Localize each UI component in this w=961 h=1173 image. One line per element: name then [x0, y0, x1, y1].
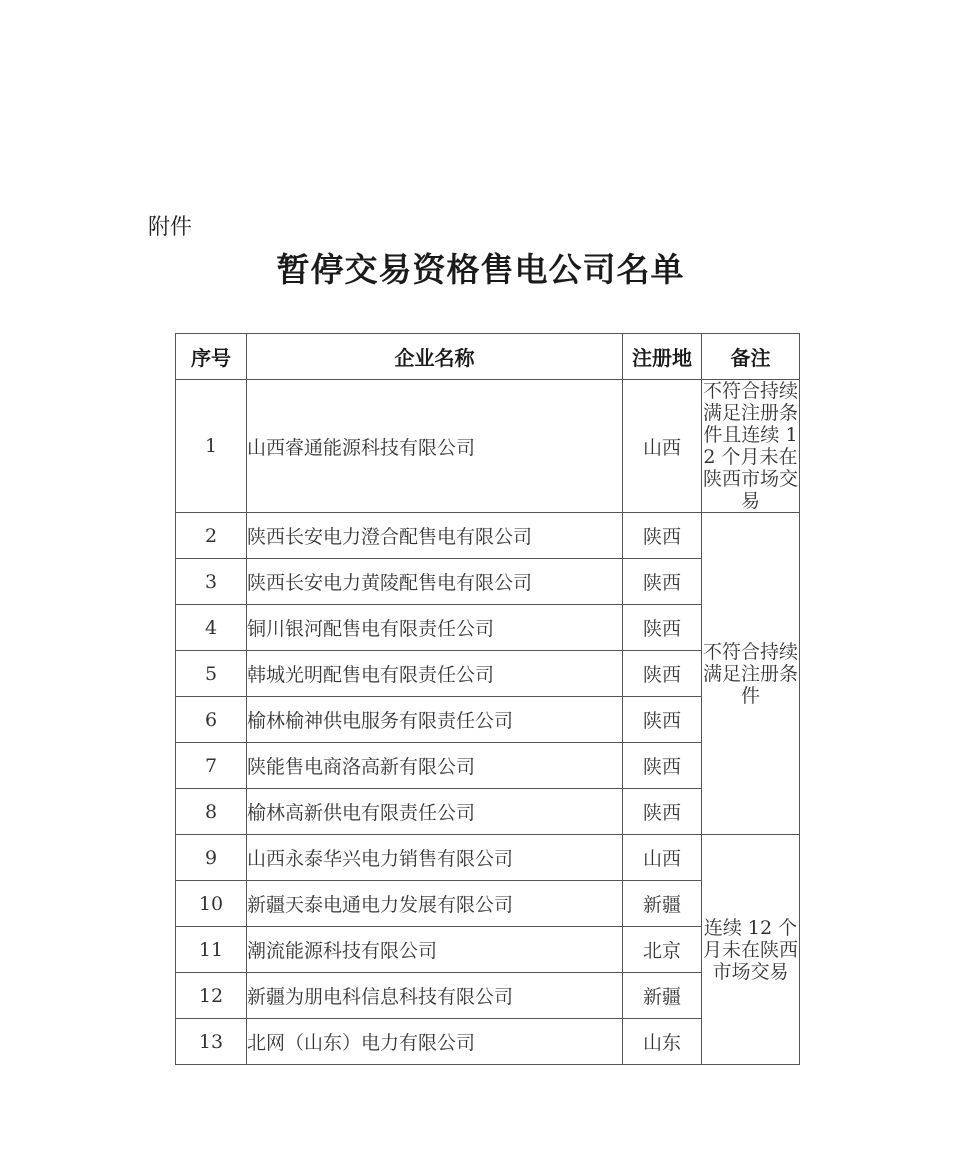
row-registration: 陕西	[623, 513, 702, 559]
row-company: 陕西长安电力黄陵配售电有限公司	[247, 559, 623, 605]
row-index: 4	[176, 605, 247, 651]
table-row	[176, 380, 800, 513]
row-index: 3	[176, 559, 247, 605]
row-registration: 山西	[623, 835, 702, 881]
row-registration: 新疆	[623, 881, 702, 927]
row-registration: 山东	[623, 1019, 702, 1065]
row-remark-group2	[702, 513, 800, 835]
row-company: 北网（山东）电力有限公司	[247, 1019, 623, 1065]
row-registration: 陕西	[623, 697, 702, 743]
row-remark-group1	[702, 380, 800, 513]
table-row	[176, 513, 800, 559]
row-company: 陕能售电商洛高新有限公司	[247, 743, 623, 789]
header-company: 企业名称	[247, 334, 623, 380]
remark-text: 不符合持续满足注册条件且连续 12 个月未在陕西市场交易	[702, 380, 798, 512]
page-title: 暂停交易资格售电公司名单	[276, 250, 685, 289]
row-remark-group3	[702, 835, 800, 1065]
row-index: 10	[176, 881, 247, 927]
row-index: 7	[176, 743, 247, 789]
row-registration: 陕西	[623, 651, 702, 697]
row-company: 榆林榆神供电服务有限责任公司	[247, 697, 623, 743]
row-company: 韩城光明配售电有限责任公司	[247, 651, 623, 697]
row-index: 11	[176, 927, 247, 973]
attachment-label: 附件	[148, 215, 193, 240]
remark-text: 不符合持续满足注册条件	[702, 640, 798, 707]
row-index: 6	[176, 697, 247, 743]
row-registration: 山西	[623, 380, 702, 513]
row-index: 1	[176, 380, 247, 513]
company-table	[175, 333, 800, 1065]
table-header-row	[176, 334, 800, 380]
header-remark: 备注	[702, 334, 800, 380]
row-company: 山西永泰华兴电力销售有限公司	[247, 835, 623, 881]
row-index: 12	[176, 973, 247, 1019]
row-index: 8	[176, 789, 247, 835]
row-company: 陕西长安电力澄合配售电有限公司	[247, 513, 623, 559]
row-company: 铜川银河配售电有限责任公司	[247, 605, 623, 651]
remark-text: 连续 12 个月未在陕西市场交易	[702, 916, 798, 983]
row-registration: 陕西	[623, 559, 702, 605]
header-index: 序号	[176, 334, 247, 380]
row-registration: 北京	[623, 927, 702, 973]
table-row	[176, 835, 800, 881]
row-index: 5	[176, 651, 247, 697]
row-registration: 新疆	[623, 973, 702, 1019]
row-registration: 陕西	[623, 605, 702, 651]
row-index: 13	[176, 1019, 247, 1065]
row-company: 新疆天泰电通电力发展有限公司	[247, 881, 623, 927]
row-index: 2	[176, 513, 247, 559]
row-company: 新疆为朋电科信息科技有限公司	[247, 973, 623, 1019]
row-registration: 陕西	[623, 743, 702, 789]
row-registration: 陕西	[623, 789, 702, 835]
row-company: 潮流能源科技有限公司	[247, 927, 623, 973]
row-index: 9	[176, 835, 247, 881]
row-company: 榆林高新供电有限责任公司	[247, 789, 623, 835]
row-company: 山西睿通能源科技有限公司	[247, 380, 623, 513]
header-registration: 注册地	[623, 334, 702, 380]
